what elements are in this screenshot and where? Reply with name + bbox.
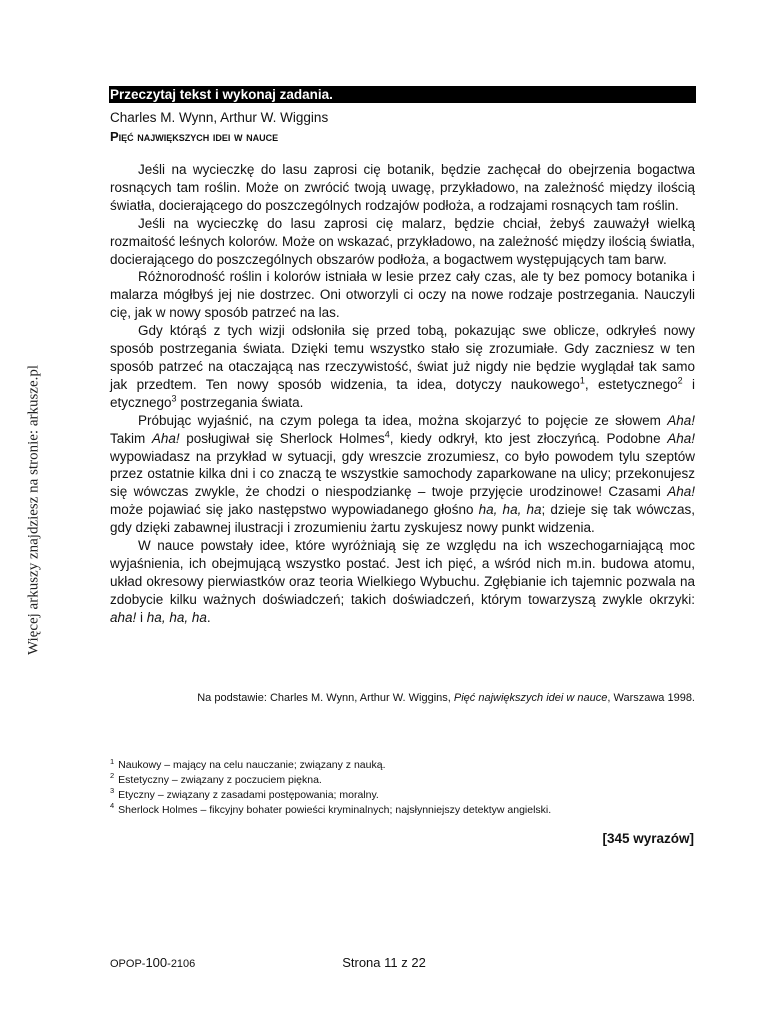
side-watermark: Więcej arkuszy znajdziesz na stronie: arkusze.pl (25, 364, 42, 656)
footnote-ref-3: 3 (171, 393, 177, 404)
task-instruction-bar: Przeczytaj tekst i wykonaj zadania. (109, 86, 696, 103)
footnote-2: $^2$ Estetyczny – związany z poczuciem piękna. (110, 771, 322, 786)
footnotes (110, 758, 695, 818)
footnote-3: $^3$ Etyczny – związany z zasadami postępowania; moralny. (110, 786, 379, 801)
paragraph-2: Jeśli na wycieczkę do lasu zaprosi cię malarz, będzie chciał, żebyś zauważył wielką rozmaitość leśnych kolorów. Może on wskazać, przykładowo, na zależność między ilością światła, docierającego do poszczególnych obszarów podłoża, a bogactwem występujących tam barw. (110, 215, 695, 267)
footnote-ref-1: 1 (579, 375, 585, 386)
work-title: Pięć największych idei w nauce (110, 129, 279, 144)
article-body (110, 161, 695, 627)
footnote-1: $^1$ Naukowy – mający na celu nauczanie; związany z nauką. (110, 756, 386, 771)
authors-line: Charles M. Wynn, Arthur W. Wiggins (110, 110, 329, 125)
word-count: [345 wyrazów] (602, 831, 694, 846)
paragraph-4: Gdy którąś z tych wizji odsłoniła się przed tobą, pokazując swe oblicze, odkryłeś nowy sposób postrzegania świata. Dzięki temu wszystko stało się zrozumiałe. Gdy zaczniesz w ten sposób patrzeć na otaczającą nas rzeczywistość, świat już nigdy nie będzie wyglądał tak samo jak przedtem. Ten nowy sposób widzenia, ta idea, dotyczy naukowego$^1$, estetycznego$^2$ i etycznego$^3$ postrzegania świata. (110, 323, 696, 410)
paragraph-6: W nauce powstały idee, które wyróżniają się ze względu na ich wszechogarniającą moc wyjaśnienia, ich obejmującą wszystko postać. Jest ich pięć, a wśród nich m.in. budowa atomu, układ okresowy pierwiastków oraz teoria Wielkiego Wybuchu. Zgłębianie ich tajemnic pozwala na zdobycie kilku ważnych doświadczeń; takich doświadczeń, którym towarzyszą zwykle okrzyki: aha! i ha, ha, ha. (110, 538, 695, 625)
exam-code: OPOP-100-2106 (110, 955, 196, 970)
page-number: Strona 11 z 22 (342, 955, 426, 970)
paragraph-5: Próbując wyjaśnić, na czym polega ta idea, można skojarzyć to pojęcie ze słowem Aha! Takim Aha! posługiwał się Sherlock Holmes$^4$, kiedy odkrył, kto jest złoczyńcą. Podobne Aha! wypowiadasz na przykład w sytuacji, gdy wreszcie zrozumiesz, co było powodem tylu szeptów przez ostatnie kilka dni i co znaczą te wszystkie samochody zaparkowane na ulicy; przekonujesz się wówczas zwykle, że chodzi o niespodziankę – twoje przyjęcie urodzinowe! Czasami Aha! może pojawiać się jako następstwo wypowiadanego głośno ha, ha, ha; dzieje się tak wówczas, gdy dzięki zabawnej ilustracji i zrozumieniu żartu zyskujesz nowy punkt widzenia. (110, 412, 695, 536)
footnote-ref-2: 2 (677, 375, 683, 386)
paragraph-1: Jeśli na wycieczkę do lasu zaprosi cię botanik, będzie zachęcał do obejrzenia bogactwa rosnących tam roślin. Może on zwrócić twoją uwagę, przykładowo, na zależność między ilością światła, docierającego do poszczególnych rodzajów podłoża, a rodzajami rosnących tam roślin. (110, 162, 695, 213)
footnote-ref-4: 4 (384, 429, 390, 440)
footnote-4: $^4$ Sherlock Holmes – fikcyjny bohater powieści kryminalnych; najsłynniejszy detektyw angielski. (110, 801, 552, 816)
source-citation: Na podstawie: Charles M. Wynn, Arthur W. Wiggins, Pięć największych idei w nauce, Warszawa 1998. (197, 692, 695, 704)
paragraph-3: Różnorodność roślin i kolorów istniała w lesie przez cały czas, ale ty bez pomocy botanika i malarza mógłbyś jej nie dostrzec. Oni otworzyli ci oczy na nowe rodzaje postrzegania. Nauczyli cię, jak w nowy sposób patrzeć na las. (110, 269, 695, 321)
